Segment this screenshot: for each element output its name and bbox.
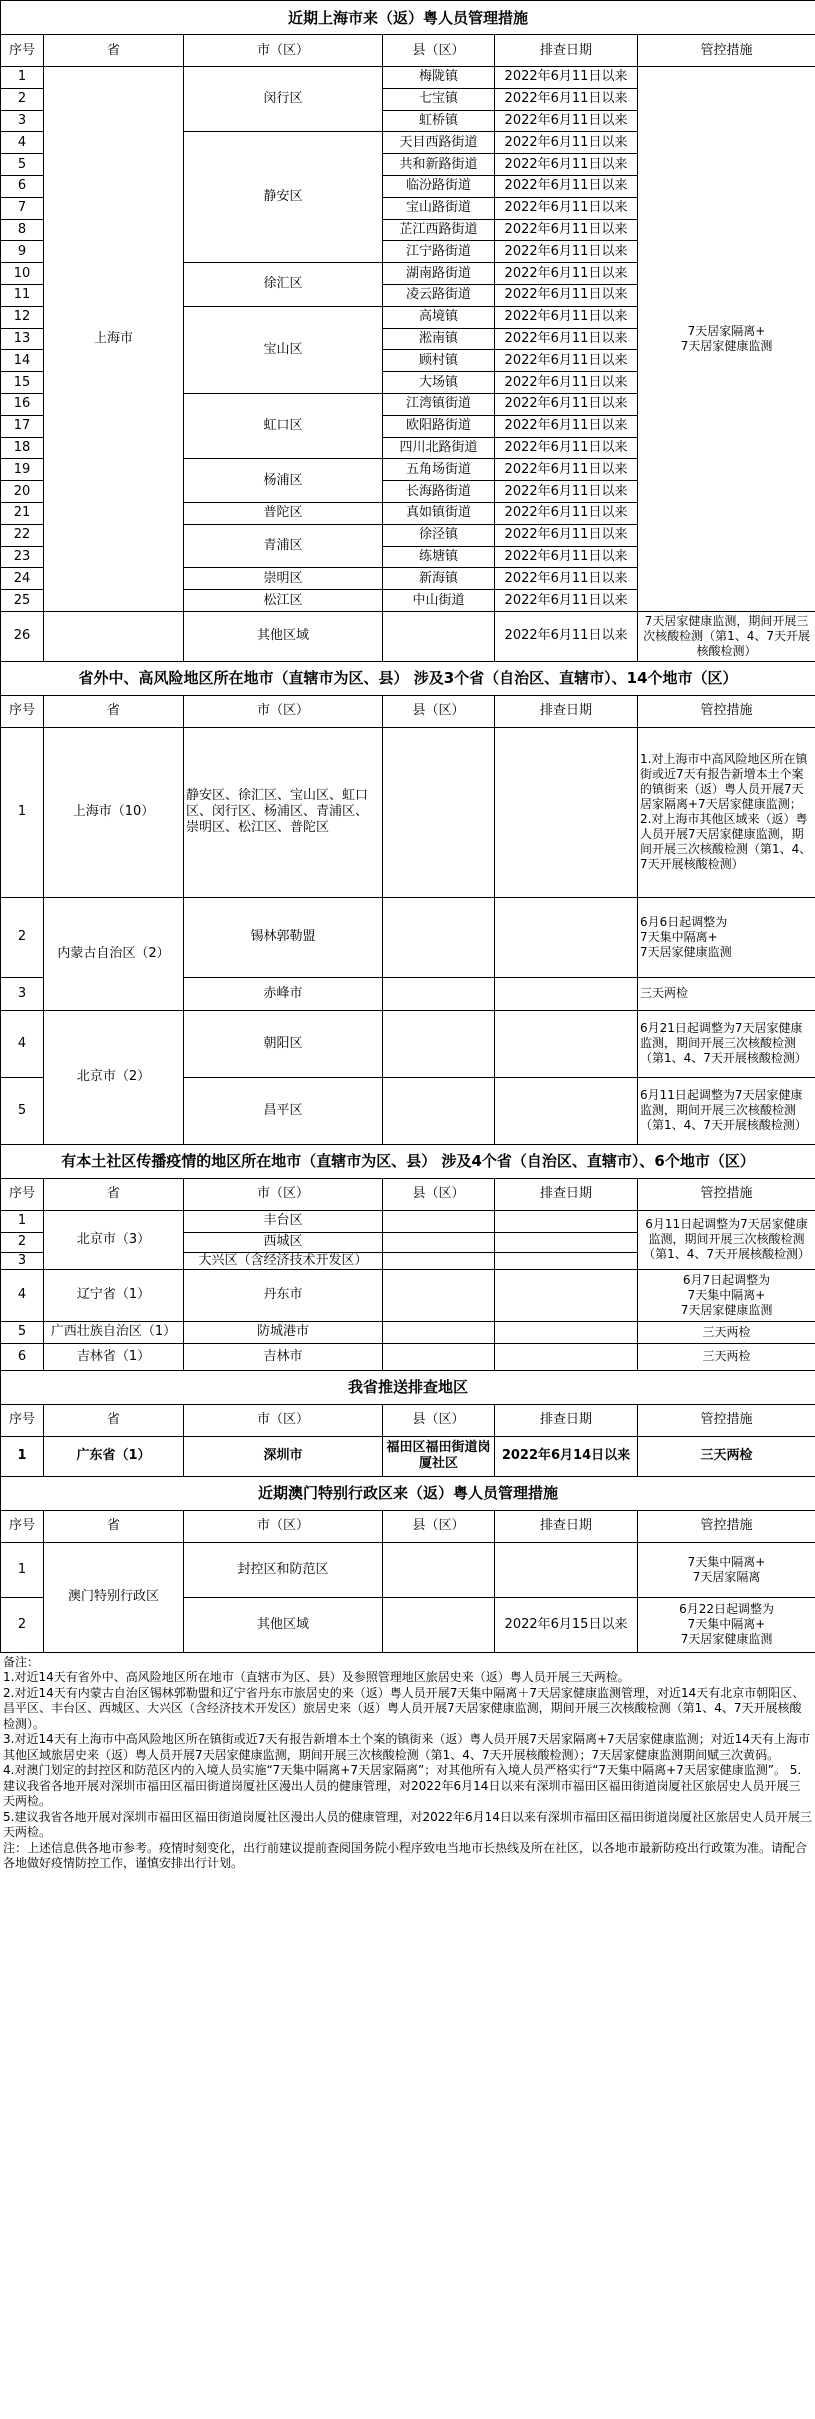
county-cell: 湖南路街道 <box>383 263 495 285</box>
prov-cell: 北京市（3） <box>44 1210 184 1269</box>
date-cell: 2022年6月11日以来 <box>495 306 638 328</box>
date-cell: 2022年6月11日以来 <box>495 393 638 415</box>
seq-cell: 2 <box>1 88 44 110</box>
city-cell: 崇明区 <box>184 568 383 590</box>
header-county: 县（区） <box>383 695 495 727</box>
city-cell: 虹口区 <box>184 393 383 458</box>
county-cell <box>383 1321 495 1343</box>
city-cell: 徐汇区 <box>184 263 383 307</box>
table-row <box>1 1436 815 1476</box>
date-cell: 2022年6月11日以来 <box>495 110 638 132</box>
header-seq: 序号 <box>1 1178 44 1210</box>
table-row <box>1 1476 815 1510</box>
city-cell: 其他区域 <box>184 1597 383 1652</box>
county-cell: 江宁路街道 <box>383 241 495 263</box>
header-seq: 序号 <box>1 1510 44 1542</box>
seq-cell: 19 <box>1 459 44 481</box>
county-cell <box>383 1232 495 1252</box>
date-cell: 2022年6月11日以来 <box>495 481 638 503</box>
header-prov: 省 <box>44 1510 184 1542</box>
table-row <box>1 1510 815 1542</box>
table-row <box>1 1343 815 1370</box>
date-cell: 2022年6月11日以来 <box>495 284 638 306</box>
date-cell: 2022年6月11日以来 <box>495 219 638 241</box>
county-cell: 共和新路街道 <box>383 154 495 176</box>
seq-cell: 4 <box>1 132 44 154</box>
seq-cell: 4 <box>1 1010 44 1077</box>
county-cell: 练塘镇 <box>383 546 495 568</box>
county-cell: 临汾路街道 <box>383 175 495 197</box>
date-cell: 2022年6月14日以来 <box>495 1436 638 1476</box>
county-cell <box>383 727 495 897</box>
prov-cell: 上海市 <box>44 67 184 612</box>
county-cell: 梅陇镇 <box>383 67 495 89</box>
table-row <box>1 1542 815 1597</box>
seq-cell: 22 <box>1 524 44 546</box>
date-cell: 2022年6月11日以来 <box>495 132 638 154</box>
date-cell: 2022年6月11日以来 <box>495 415 638 437</box>
city-cell: 深圳市 <box>184 1436 383 1476</box>
seq-cell: 24 <box>1 568 44 590</box>
header-county: 县（区） <box>383 35 495 67</box>
header-control: 管控措施 <box>638 695 815 727</box>
table-row <box>1 67 815 89</box>
header-city: 市（区） <box>184 695 383 727</box>
date-cell: 2022年6月11日以来 <box>495 524 638 546</box>
seq-cell: 2 <box>1 1597 44 1652</box>
county-cell: 大场镇 <box>383 372 495 394</box>
county-cell: 凌云路街道 <box>383 284 495 306</box>
date-cell: 2022年6月11日以来 <box>495 459 638 481</box>
seq-cell: 26 <box>1 611 44 661</box>
seq-cell: 1 <box>1 1210 44 1232</box>
date-cell <box>495 897 638 977</box>
seq-cell: 14 <box>1 350 44 372</box>
county-cell: 徐泾镇 <box>383 524 495 546</box>
header-city: 市（区） <box>184 35 383 67</box>
county-cell: 长海路街道 <box>383 481 495 503</box>
seq-cell: 3 <box>1 1252 44 1269</box>
seq-cell: 18 <box>1 437 44 459</box>
header-control: 管控措施 <box>638 1404 815 1436</box>
notes <box>0 1653 815 1874</box>
table-row <box>1 727 815 897</box>
prov-cell: 北京市（2） <box>44 1010 184 1144</box>
prov-cell: 澳门特别行政区 <box>44 1542 184 1652</box>
header-date: 排查日期 <box>495 1178 638 1210</box>
seq-cell: 6 <box>1 1343 44 1370</box>
control-cell: 三天两检 <box>638 977 815 1010</box>
city-cell: 吉林市 <box>184 1343 383 1370</box>
header-seq: 序号 <box>1 1404 44 1436</box>
county-cell: 宝山路街道 <box>383 197 495 219</box>
seq-cell: 4 <box>1 1269 44 1321</box>
seq-cell: 5 <box>1 1077 44 1144</box>
prov-cell: 上海市（10） <box>44 727 184 897</box>
table-row <box>1 1010 815 1077</box>
date-cell: 2022年6月11日以来 <box>495 88 638 110</box>
table-row <box>1 35 815 67</box>
seq-cell: 7 <box>1 197 44 219</box>
seq-cell: 1 <box>1 727 44 897</box>
prov-cell <box>44 611 184 661</box>
county-cell <box>383 1542 495 1597</box>
city-cell: 封控区和防范区 <box>184 1542 383 1597</box>
seq-cell: 1 <box>1 67 44 89</box>
seq-cell: 3 <box>1 110 44 132</box>
table-row <box>1 661 815 695</box>
prov-cell: 广西壮族自治区（1） <box>44 1321 184 1343</box>
date-cell: 2022年6月11日以来 <box>495 590 638 612</box>
county-cell <box>383 1343 495 1370</box>
table-row <box>1 1404 815 1436</box>
date-cell: 2022年6月15日以来 <box>495 1597 638 1652</box>
county-cell <box>383 1210 495 1232</box>
prov-cell: 辽宁省（1） <box>44 1269 184 1321</box>
county-cell <box>383 1597 495 1652</box>
header-date: 排查日期 <box>495 1510 638 1542</box>
header-date: 排查日期 <box>495 695 638 727</box>
prov-cell: 内蒙古自治区（2） <box>44 897 184 1010</box>
control-cell: 三天两检 <box>638 1321 815 1343</box>
date-cell <box>495 1269 638 1321</box>
city-cell: 大兴区（含经济技术开发区） <box>184 1252 383 1269</box>
date-cell <box>495 1252 638 1269</box>
table-row <box>1 1269 815 1321</box>
date-cell: 2022年6月11日以来 <box>495 611 638 661</box>
city-cell: 宝山区 <box>184 306 383 393</box>
county-cell <box>383 1077 495 1144</box>
seq-cell: 1 <box>1 1436 44 1476</box>
note-line: 4.对澳门划定的封控区和防范区内的入境人员实施“7天集中隔离+7天居家隔离”；对其他所有入境人员严格实行“7天集中隔离+7天居家健康监测”。 5.建议我省各地开展对深圳市福田区福田街道岗厦社区漫出人员的健康管理，对2022年6月14日以来有深圳市福田区福田街道岗厦社区旅居史人员开展三天两检。 <box>3 1763 802 1809</box>
date-cell: 2022年6月11日以来 <box>495 328 638 350</box>
city-cell: 青浦区 <box>184 524 383 568</box>
date-cell: 2022年6月11日以来 <box>495 175 638 197</box>
seq-cell: 15 <box>1 372 44 394</box>
seq-cell: 13 <box>1 328 44 350</box>
city-cell: 其他区域 <box>184 611 383 661</box>
header-city: 市（区） <box>184 1178 383 1210</box>
table-row <box>1 1210 815 1232</box>
date-cell <box>495 977 638 1010</box>
county-cell <box>383 1252 495 1269</box>
header-prov: 省 <box>44 1178 184 1210</box>
date-cell: 2022年6月11日以来 <box>495 437 638 459</box>
county-cell: 淞南镇 <box>383 328 495 350</box>
table-row <box>1 897 815 977</box>
seq-cell: 10 <box>1 263 44 285</box>
control-cell: 6月7日起调整为 7天集中隔离+ 7天居家健康监测 <box>638 1269 815 1321</box>
city-cell: 松江区 <box>184 590 383 612</box>
date-cell: 2022年6月11日以来 <box>495 546 638 568</box>
seq-cell: 3 <box>1 977 44 1010</box>
date-cell <box>495 1010 638 1077</box>
date-cell: 2022年6月11日以来 <box>495 154 638 176</box>
note-line: 3.对近14天有上海市中高风险地区所在镇街或近7天有报告新增本土个案的镇街来（返）粤人员开展7天居家隔离+7天居家健康监测；对近14天有上海市其他区域旅居史来（返）粤人员开展7天居家健康监测，期间开展三次核酸检测（第1、4、7天开展核酸检测）；7天居家健康监测期间赋三次黄码。 <box>3 1732 810 1762</box>
seq-cell: 12 <box>1 306 44 328</box>
seq-cell: 9 <box>1 241 44 263</box>
section-title: 有本土社区传播疫情的地区所在地市（直辖市为区、县） 涉及4个省（自治区、直辖市）、6个地市（区） <box>1 1144 815 1178</box>
city-cell: 杨浦区 <box>184 459 383 503</box>
seq-cell: 23 <box>1 546 44 568</box>
section-title: 我省推送排查地区 <box>1 1370 815 1404</box>
table-row <box>1 1178 815 1210</box>
county-cell: 新海镇 <box>383 568 495 590</box>
note-line: 1.对近14天有省外中、高风险地区所在地市（直辖市为区、县）及参照管理地区旅居史来（返）粤人员开展三天两检。 <box>3 1670 630 1685</box>
control-cell: 1.对上海市中高风险地区所在镇街或近7天有报告新增本土个案的镇街来（返）粤人员开展7天居家隔离+7天居家健康监测； 2.对上海市其他区域来（返）粤人员开展7天居家健康监测，期间开展三次核酸检测（第1、4、7天开展核酸检测） <box>638 727 815 897</box>
control-cell: 6月11日起调整为7天居家健康监测，期间开展三次核酸检测（第1、4、7天开展核酸检测） <box>638 1077 815 1144</box>
prov-cell: 广东省（1） <box>44 1436 184 1476</box>
control-cell: 7天居家健康监测，期间开展三次核酸检测（第1、4、7天开展核酸检测） <box>638 611 815 661</box>
seq-cell: 6 <box>1 175 44 197</box>
header-seq: 序号 <box>1 35 44 67</box>
county-cell: 江湾镇街道 <box>383 393 495 415</box>
header-city: 市（区） <box>184 1510 383 1542</box>
seq-cell: 21 <box>1 502 44 524</box>
county-cell: 四川北路街道 <box>383 437 495 459</box>
table-row <box>1 1 815 35</box>
county-cell: 顾村镇 <box>383 350 495 372</box>
county-cell: 五角场街道 <box>383 459 495 481</box>
city-cell: 静安区、徐汇区、宝山区、虹口区、闵行区、杨浦区、青浦区、崇明区、松江区、普陀区 <box>184 727 383 897</box>
county-cell: 虹桥镇 <box>383 110 495 132</box>
control-cell: 7天居家隔离+ 7天居家健康监测 <box>638 67 815 612</box>
header-prov: 省 <box>44 695 184 727</box>
seq-cell: 2 <box>1 897 44 977</box>
table-row <box>1 695 815 727</box>
header-control: 管控措施 <box>638 1178 815 1210</box>
note-line: 2.对近14天有内蒙古自治区锡林郭勒盟和辽宁省丹东市旅居史的来（返）粤人员开展7天集中隔离＋7天居家健康监测管理，对近14天有北京市朝阳区、昌平区、丰台区、西城区、大兴区（含经济技术开发区）旅居史来（返）粤人员开展7天居家健康监测，期间开展三次核酸检测（第1、4、7天开展核酸检测）。 <box>3 1685 805 1731</box>
county-cell <box>383 1269 495 1321</box>
header-county: 县（区） <box>383 1510 495 1542</box>
seq-cell: 17 <box>1 415 44 437</box>
date-cell <box>495 1343 638 1370</box>
date-cell: 2022年6月11日以来 <box>495 241 638 263</box>
county-cell: 芷江西路街道 <box>383 219 495 241</box>
county-cell: 真如镇街道 <box>383 502 495 524</box>
city-cell: 朝阳区 <box>184 1010 383 1077</box>
city-cell: 西城区 <box>184 1232 383 1252</box>
header-prov: 省 <box>44 35 184 67</box>
county-cell: 七宝镇 <box>383 88 495 110</box>
date-cell: 2022年6月11日以来 <box>495 67 638 89</box>
control-cell: 6月11日起调整为7天居家健康监测，期间开展三次核酸检测（第1、4、7天开展核酸检测） <box>638 1210 815 1269</box>
date-cell: 2022年6月11日以来 <box>495 372 638 394</box>
seq-cell: 25 <box>1 590 44 612</box>
control-cell: 三天两检 <box>638 1436 815 1476</box>
date-cell: 2022年6月11日以来 <box>495 350 638 372</box>
city-cell: 普陀区 <box>184 502 383 524</box>
header-seq: 序号 <box>1 695 44 727</box>
control-cell: 6月6日起调整为 7天集中隔离+ 7天居家健康监测 <box>638 897 815 977</box>
header-city: 市（区） <box>184 1404 383 1436</box>
section-title: 省外中、高风险地区所在地市（直辖市为区、县） 涉及3个省（自治区、直辖市）、14个地市（区） <box>1 661 815 695</box>
city-cell: 昌平区 <box>184 1077 383 1144</box>
county-cell <box>383 977 495 1010</box>
seq-cell: 2 <box>1 1232 44 1252</box>
city-cell: 静安区 <box>184 132 383 263</box>
control-cell: 7天集中隔离+ 7天居家隔离 <box>638 1542 815 1597</box>
date-cell: 2022年6月11日以来 <box>495 263 638 285</box>
date-cell <box>495 1232 638 1252</box>
header-date: 排查日期 <box>495 35 638 67</box>
control-cell: 三天两检 <box>638 1343 815 1370</box>
note-line: 备注： <box>3 1654 40 1669</box>
seq-cell: 16 <box>1 393 44 415</box>
seq-cell: 1 <box>1 1542 44 1597</box>
section-title: 近期澳门特别行政区来（返）粤人员管理措施 <box>1 1476 815 1510</box>
county-cell <box>383 611 495 661</box>
county-cell: 天目西路街道 <box>383 132 495 154</box>
section-title: 近期上海市来（返）粤人员管理措施 <box>1 1 815 35</box>
prov-cell: 吉林省（1） <box>44 1343 184 1370</box>
header-date: 排查日期 <box>495 1404 638 1436</box>
city-cell: 闵行区 <box>184 67 383 132</box>
city-cell: 赤峰市 <box>184 977 383 1010</box>
seq-cell: 5 <box>1 154 44 176</box>
city-cell: 锡林郭勒盟 <box>184 897 383 977</box>
seq-cell: 20 <box>1 481 44 503</box>
county-cell: 福田区福田街道岗厦社区 <box>383 1436 495 1476</box>
date-cell <box>495 1077 638 1144</box>
city-cell: 丹东市 <box>184 1269 383 1321</box>
table-row <box>1 611 815 661</box>
table-row <box>1 1321 815 1343</box>
header-prov: 省 <box>44 1404 184 1436</box>
seq-cell: 5 <box>1 1321 44 1343</box>
header-control: 管控措施 <box>638 1510 815 1542</box>
city-cell: 丰台区 <box>184 1210 383 1232</box>
county-cell <box>383 1010 495 1077</box>
table-row <box>1 1370 815 1404</box>
control-cell: 6月22日起调整为 7天集中隔离+ 7天居家健康监测 <box>638 1597 815 1652</box>
county-cell: 中山街道 <box>383 590 495 612</box>
date-cell: 2022年6月11日以来 <box>495 502 638 524</box>
date-cell: 2022年6月11日以来 <box>495 568 638 590</box>
date-cell: 2022年6月11日以来 <box>495 197 638 219</box>
date-cell <box>495 1542 638 1597</box>
county-cell: 欧阳路街道 <box>383 415 495 437</box>
seq-cell: 8 <box>1 219 44 241</box>
header-county: 县（区） <box>383 1178 495 1210</box>
table-row <box>1 1144 815 1178</box>
city-cell: 防城港市 <box>184 1321 383 1343</box>
control-cell: 6月21日起调整为7天居家健康监测，期间开展三次核酸检测（第1、4、7天开展核酸检测） <box>638 1010 815 1077</box>
note-line: 5.建议我省各地开展对深圳市福田区福田街道岗厦社区漫出人员的健康管理，对2022年6月14日以来有深圳市福田区福田街道岗厦社区旅居史人员开展三天两检。 <box>3 1809 812 1840</box>
date-cell <box>495 727 638 897</box>
header-county: 县（区） <box>383 1404 495 1436</box>
header-control: 管控措施 <box>638 35 815 67</box>
seq-cell: 11 <box>1 284 44 306</box>
county-cell <box>383 897 495 977</box>
county-cell: 高境镇 <box>383 306 495 328</box>
note-line: 注：上述信息供各地市参考。疫情时刻变化，出行前建议提前查阅国务院小程序致电当地市长热线及所在社区，以各地市最新防疫出行政策为准。请配合各地做好疫情防控工作，谨慎安排出行计划。 <box>3 1840 808 1871</box>
date-cell <box>495 1321 638 1343</box>
date-cell <box>495 1210 638 1232</box>
